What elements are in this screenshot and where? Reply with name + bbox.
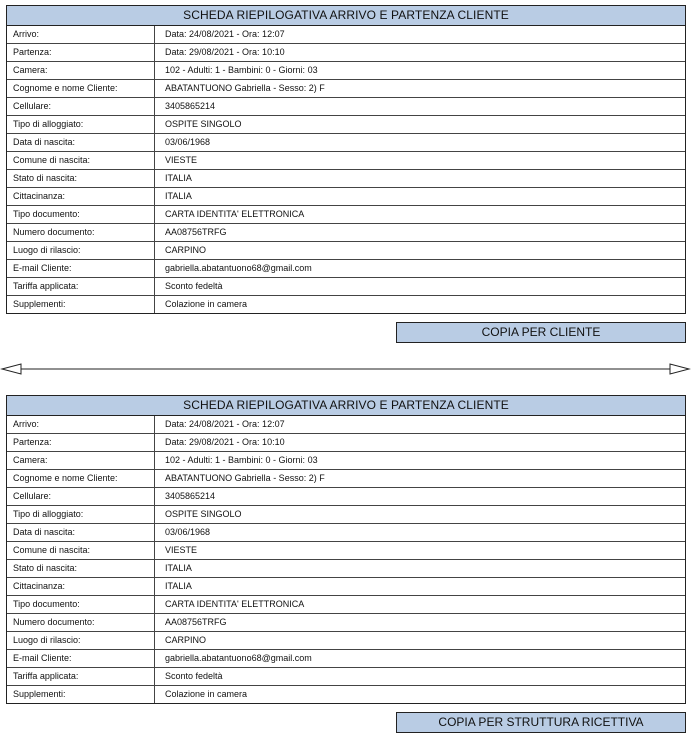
field-label: Cognome e nome Cliente:: [7, 470, 155, 488]
table-row: [7, 542, 685, 560]
field-label: Camera:: [7, 452, 155, 470]
field-value: OSPITE SINGOLO: [155, 116, 686, 134]
table-row: [7, 152, 685, 170]
table-row: [7, 488, 685, 506]
field-value: ABATANTUONO Gabriella - Sesso: 2) F: [155, 80, 686, 98]
table-row: [7, 578, 685, 596]
field-value: 3405865214: [155, 488, 686, 506]
field-label: Tipo di alloggiato:: [7, 506, 155, 524]
field-label: Cellulare:: [7, 488, 155, 506]
field-value: 3405865214: [155, 98, 686, 116]
field-label: Partenza:: [7, 434, 155, 452]
double-arrow-line-icon: [0, 362, 691, 376]
field-value: gabriella.abatantuono68@gmail.com: [155, 650, 686, 668]
field-value: 102 - Adulti: 1 - Bambini: 0 - Giorni: 03: [155, 452, 686, 470]
card-title: SCHEDA RIEPILOGATIVA ARRIVO E PARTENZA CLIENTE: [7, 396, 685, 416]
field-label: Tariffa applicata:: [7, 278, 155, 296]
table-row: [7, 470, 685, 488]
table-row: [7, 434, 685, 452]
field-value: OSPITE SINGOLO: [155, 506, 686, 524]
table-row: [7, 668, 685, 686]
field-label: Comune di nascita:: [7, 542, 155, 560]
field-label: Numero documento:: [7, 614, 155, 632]
field-value: gabriella.abatantuono68@gmail.com: [155, 260, 686, 278]
field-label: Comune di nascita:: [7, 152, 155, 170]
summary-card-structure: [6, 395, 686, 704]
details-table: [7, 416, 685, 703]
table-row: [7, 206, 685, 224]
details-rows: [7, 26, 685, 313]
table-row: [7, 224, 685, 242]
field-label: Tipo di alloggiato:: [7, 116, 155, 134]
field-label: Camera:: [7, 62, 155, 80]
field-value: CARTA IDENTITA' ELETTRONICA: [155, 206, 686, 224]
table-row: [7, 278, 685, 296]
field-value: CARPINO: [155, 632, 686, 650]
field-label: Stato di nascita:: [7, 170, 155, 188]
field-label: Cittacinanza:: [7, 188, 155, 206]
field-value: ITALIA: [155, 188, 686, 206]
field-value: ITALIA: [155, 578, 686, 596]
field-value: Data: 24/08/2021 - Ora: 12:07: [155, 26, 686, 44]
table-row: [7, 686, 685, 704]
field-label: Arrivo:: [7, 416, 155, 434]
field-value: AA08756TRFG: [155, 614, 686, 632]
table-row: [7, 452, 685, 470]
field-value: Colazione in camera: [165, 299, 248, 309]
field-label: Cognome e nome Cliente:: [7, 80, 155, 98]
field-value: ITALIA: [155, 170, 686, 188]
field-label: Data di nascita:: [7, 524, 155, 542]
copy-for-structure-label: COPIA PER STRUTTURA RICETTIVA: [396, 712, 686, 733]
table-row: [7, 650, 685, 668]
table-row: [7, 614, 685, 632]
field-value: VIESTE: [155, 542, 686, 560]
field-value: VIESTE: [155, 152, 686, 170]
table-row: [7, 170, 685, 188]
field-label: Numero documento:: [7, 224, 155, 242]
field-label: E-mail Cliente:: [7, 650, 155, 668]
table-row: [7, 62, 685, 80]
copy-for-client-label: COPIA PER CLIENTE: [396, 322, 686, 343]
field-label: Cellulare:: [7, 98, 155, 116]
table-row: [7, 260, 685, 278]
field-value: Data: 29/08/2021 - Ora: 10:10: [155, 434, 686, 452]
table-row: [7, 98, 685, 116]
field-value: 03/06/1968: [155, 524, 686, 542]
field-label: Luogo di rilascio:: [7, 632, 155, 650]
field-label: Stato di nascita:: [7, 560, 155, 578]
field-value: Sconto fedeltà: [155, 278, 686, 296]
field-label: Luogo di rilascio:: [7, 242, 155, 260]
field-label: Supplementi:: [7, 686, 155, 704]
field-value: 102 - Adulti: 1 - Bambini: 0 - Giorni: 03: [155, 62, 686, 80]
table-row: [7, 116, 685, 134]
table-row: [7, 524, 685, 542]
field-label: Data di nascita:: [7, 134, 155, 152]
field-label: Tipo documento:: [7, 596, 155, 614]
table-row: [7, 242, 685, 260]
table-row: [7, 416, 685, 434]
table-row: [7, 26, 685, 44]
summary-card-client: [6, 5, 686, 314]
table-row: [7, 44, 685, 62]
field-label: Partenza:: [7, 44, 155, 62]
field-label: Supplementi:: [7, 296, 155, 314]
table-row: [7, 560, 685, 578]
field-value: Colazione in camera: [165, 689, 248, 699]
field-value: ABATANTUONO Gabriella - Sesso: 2) F: [155, 470, 686, 488]
table-row: [7, 134, 685, 152]
table-row: [7, 632, 685, 650]
table-row: [7, 506, 685, 524]
field-label: Tariffa applicata:: [7, 668, 155, 686]
details-rows: [7, 416, 685, 703]
table-row: [7, 80, 685, 98]
field-value: 03/06/1968: [155, 134, 686, 152]
field-value: ITALIA: [155, 560, 686, 578]
field-value: Data: 24/08/2021 - Ora: 12:07: [155, 416, 686, 434]
table-row: [7, 596, 685, 614]
table-row: [7, 296, 685, 314]
field-label: E-mail Cliente:: [7, 260, 155, 278]
field-label: Arrivo:: [7, 26, 155, 44]
field-value: Data: 29/08/2021 - Ora: 10:10: [155, 44, 686, 62]
field-value: AA08756TRFG: [155, 224, 686, 242]
field-label: Cittacinanza:: [7, 578, 155, 596]
table-row: [7, 188, 685, 206]
field-value: Sconto fedeltà: [155, 668, 686, 686]
field-value: CARPINO: [155, 242, 686, 260]
card-title: SCHEDA RIEPILOGATIVA ARRIVO E PARTENZA CLIENTE: [7, 6, 685, 26]
details-table: [7, 26, 685, 313]
field-label: Tipo documento:: [7, 206, 155, 224]
field-value: CARTA IDENTITA' ELETTRONICA: [155, 596, 686, 614]
